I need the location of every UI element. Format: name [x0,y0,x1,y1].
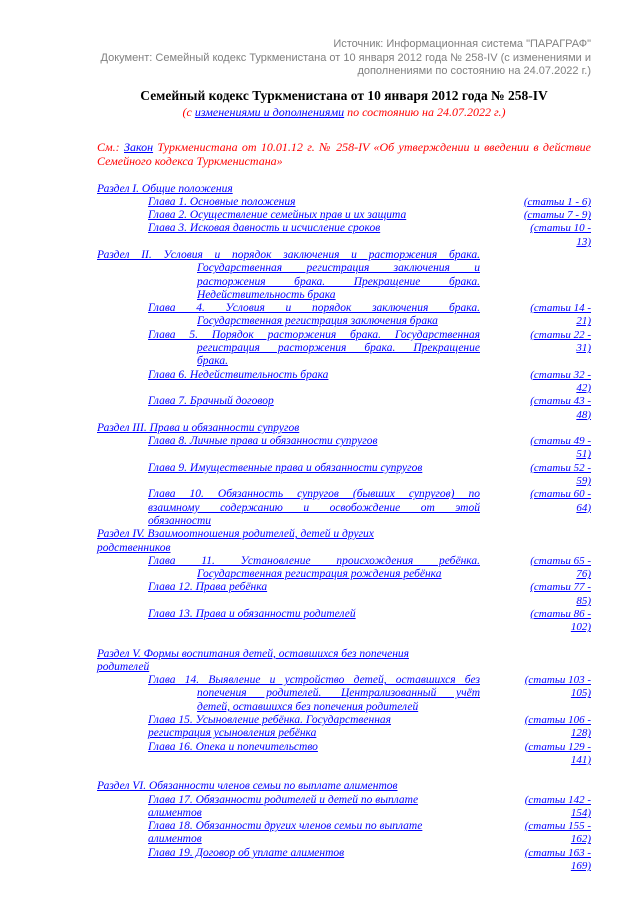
toc-articles-link[interactable]: (статьи 14 - 21) [530,302,591,328]
toc-entry-link[interactable]: попечения родителей. Централизованный учёт [197,687,480,700]
toc-entry-link[interactable]: Государственная регистрация рождения ребёнка [197,568,442,581]
toc-entry-line [148,807,480,820]
toc-entry-line [148,555,480,568]
toc-entry-title [97,555,480,582]
toc-entry-line [197,568,480,581]
toc-row-chapter [97,435,591,462]
toc-entry-link[interactable]: алиментов [148,833,202,846]
toc-articles-cell [517,435,591,462]
toc-entry-line [97,648,480,661]
toc-row-chapter [97,462,591,489]
toc-articles-cell [517,581,591,608]
toc-entry-line [148,608,480,621]
toc-entry-line [197,262,480,275]
toc-articles-cell [517,714,591,741]
toc-entry-link[interactable]: Глава 13. Права и обязанности родителей [148,608,356,620]
toc-entry-link[interactable]: Глава 3. Исковая давность и исчисление сроков [148,222,381,235]
toc-row-section [97,648,591,675]
toc-entry-title [97,794,480,821]
toc-row-chapter [97,714,591,741]
toc-articles-link[interactable]: (статьи 52 - 59) [530,461,591,488]
toc-entry-line [148,302,480,315]
toc-row-chapter [97,820,591,847]
toc-entry-title [97,581,480,594]
page-title: Семейный кодекс Туркменистана от 10 января 2012 года № 258-IV [140,87,548,103]
toc-entry-title [97,488,480,528]
toc-entry-title [97,422,480,435]
toc-entry-line [148,714,480,727]
toc-articles-cell [517,196,591,209]
toc-entry-link[interactable]: Глава 10. Обязанность супругов (бывших супругов) по [148,488,480,501]
toc-entry-link[interactable]: Глава 16. Опека и попечительство [148,740,318,753]
toc-entry-line [197,355,480,368]
toc-entry-line [97,422,480,435]
toc-entry-link[interactable]: Глава 19. Договор об уплате алиментов [148,846,345,859]
toc-articles-link[interactable]: (статьи 49 - 51) [530,435,591,461]
law-link[interactable]: Закон [124,139,154,154]
see-also-suffix: Туркменистана от 10.01.12 г. № 258-IV «Об утверждении и введении в действие Семейного кодекса Туркменистана» [97,139,591,168]
toc-row-chapter [97,329,591,369]
toc-entry-link[interactable]: Государственная регистрация заключения брака [197,315,438,328]
toc-entry-link[interactable]: Глава 11. Установление происхождения ребёнка. [148,554,480,567]
toc-entry-link[interactable]: детей, оставшихся без попечения родителей [197,700,419,713]
toc-articles-cell [517,395,591,422]
toc-row-chapter [97,555,591,582]
toc-entry-link[interactable]: расторжения брака. Прекращение брака. [197,275,480,288]
toc-articles-cell [517,674,591,701]
toc-articles-cell [517,608,591,635]
toc-entry-line [97,542,480,555]
toc-entry-line [197,315,480,328]
toc-row-section [97,528,591,555]
toc-articles-cell [517,369,591,396]
toc-entry-link[interactable]: Глава 9. Имущественные права и обязанности супругов [148,461,423,474]
toc-entry-title [97,369,480,382]
toc-entry-link[interactable]: Глава 14. Выявление и устройство детей, оставшихся без [148,674,480,687]
toc-entry-line [197,687,480,700]
toc-entry-link[interactable]: Раздел V. Формы воспитания детей, оставшихся без попечения [97,647,409,660]
toc-entry-title [97,714,480,741]
toc-articles-link[interactable]: (статьи 155 - 162) [524,820,591,846]
toc-entry-link[interactable]: взаимному содержанию и освобождение от этой [148,501,480,514]
toc-entry-title [97,780,480,793]
toc-articles-cell [517,302,591,329]
toc-entry-link[interactable]: Глава 2. Осуществление семейных прав и их защита [148,209,407,222]
toc-articles-cell [517,462,591,489]
toc-entry-line [148,196,480,209]
toc-row-chapter [97,369,591,396]
toc-entry-title [97,608,480,621]
toc-entry-line [148,369,480,382]
toc-entry-link[interactable]: Глава 5. Порядок расторжения брака. Государственная [148,328,480,341]
subtitle-prefix: (с [182,104,195,119]
toc-entry-line [148,847,480,860]
toc-articles-cell [517,488,591,515]
toc-articles-link[interactable]: (статьи 7 - 9) [523,209,591,222]
toc-articles-link[interactable]: (статьи 129 - 141) [524,740,591,766]
toc-entry-title [97,302,480,329]
toc-entry-title [97,395,480,408]
document-page [97,0,591,873]
toc-articles-link[interactable]: (статьи 103 - 105) [524,674,591,700]
toc-articles-cell [517,209,591,222]
toc-entry-title [97,435,480,448]
toc-row-chapter [97,209,591,222]
toc-row-chapter [97,196,591,209]
toc-articles-cell [517,741,591,768]
toc-entry-line [148,395,480,408]
toc-entry-link[interactable]: Глава 12. Права ребёнка [148,581,268,594]
toc-entry-link[interactable]: Глава 6. Недействительность брака [148,368,329,381]
toc-entry-title [97,462,480,475]
toc-entry-title [97,196,480,209]
toc-entry-line [148,581,480,594]
toc-entry-link[interactable]: родителей [97,660,150,673]
toc-entry-link[interactable]: регистрация усыновления ребёнка [148,727,317,740]
amendments-link[interactable]: изменениями и дополнениями [194,104,345,119]
table-of-contents [97,183,591,874]
toc-entry-line [148,209,480,222]
toc-row-chapter [97,847,591,874]
toc-entry-link[interactable]: Раздел I. Общие положения [97,182,233,195]
toc-entry-link[interactable]: Глава 8. Личные права и обязанности супругов [148,435,378,448]
toc-entry-link[interactable]: брака. [197,355,229,368]
toc-articles-cell [517,820,591,847]
toc-entry-title [97,820,480,847]
toc-articles-link[interactable]: (статьи 77 - 85) [530,581,591,607]
toc-entry-link[interactable]: Глава 7. Брачный договор [148,395,274,408]
document-header [97,38,591,79]
toc-row-section [97,780,591,793]
toc-articles-cell [517,222,591,249]
subtitle [97,105,591,119]
toc-articles-cell [517,794,591,821]
toc-articles-cell [517,329,591,356]
toc-row-chapter [97,302,591,329]
toc-entry-title [97,329,480,369]
toc-entry-line [97,661,480,674]
toc-entry-line [97,780,480,793]
toc-entry-link[interactable]: Глава 4. Условия и порядок заключения брака. [148,302,480,315]
toc-entry-link[interactable]: Раздел VI. Обязанности членов семьи по выплате алиментов [97,780,398,793]
toc-entry-link[interactable]: Раздел III. Права и обязанности супругов [97,421,300,434]
toc-entry-line [148,488,480,501]
toc-articles-link[interactable]: (статьи 43 - 48) [530,395,591,421]
toc-entry-line [148,674,480,687]
toc-row-chapter [97,395,591,422]
toc-entry-line [148,462,480,475]
toc-entry-title [97,183,480,196]
toc-articles-link[interactable]: (статьи 10 - 13) [530,222,591,248]
toc-row-chapter [97,608,591,635]
toc-entry-title [97,741,480,754]
toc-entry-line [148,741,480,754]
toc-entry-line [148,833,480,846]
toc-entry-link[interactable]: Раздел II. Условия и порядок заключения и расторжения брака. [97,248,480,261]
toc-entry-link[interactable]: регистрация расторжения брака. Прекращение [197,342,480,355]
toc-entry-title [97,674,480,714]
toc-row-chapter [97,794,591,821]
toc-entry-link[interactable]: обязанности [148,514,211,527]
toc-row-chapter [97,488,591,528]
toc-articles-cell [517,555,591,582]
toc-articles-link[interactable]: (статьи 163 - 169) [524,846,591,873]
toc-articles-link[interactable]: (статьи 142 - 154) [524,793,591,819]
toc-entry-line [197,701,480,714]
toc-entry-line [97,528,480,541]
toc-entry-title [97,648,480,675]
toc-entry-line [148,502,480,515]
toc-entry-link[interactable]: Глава 15. Усыновление ребёнка. Государственная [148,714,392,727]
toc-entry-title [97,249,480,302]
toc-entry-line [148,727,480,740]
toc-articles-link[interactable]: (статьи 86 - 102) [530,608,591,634]
toc-entry-link[interactable]: алиментов [148,806,202,819]
toc-entry-line [148,794,480,807]
toc-articles-cell [517,847,591,874]
toc-entry-line [148,435,480,448]
toc-entry-line [148,329,480,342]
toc-entry-line [148,820,480,833]
subtitle-suffix: по состоянию на 24.07.2022 г.) [344,104,506,119]
toc-entry-link[interactable]: Глава 17. Обязанности родителей и детей по выплате [148,793,419,806]
document-line: Документ: Семейный кодекс Туркменистана от 10 января 2012 года № 258-IV (с изменениями и дополнениями по состоянию на 24.07.2022 г.) [100,51,591,77]
toc-entry-link[interactable]: Недействительность брака [197,288,336,301]
toc-articles-link[interactable]: (статьи 60 - 64) [530,488,591,514]
toc-row-chapter [97,674,591,714]
toc-row-chapter [97,581,591,608]
toc-entry-link[interactable]: Раздел IV. Взаимоотношения родителей, детей и других [97,528,374,541]
toc-articles-link[interactable]: (статьи 32 - 42) [530,368,591,394]
toc-entry-title [97,209,480,222]
toc-entry-link[interactable]: Глава 1. Основные положения [148,195,296,208]
toc-entry-link[interactable]: Глава 18. Обязанности других членов семьи по выплате [148,820,423,833]
toc-row-chapter [97,222,591,249]
toc-row-chapter [97,741,591,768]
toc-row-section [97,422,591,435]
toc-articles-link[interactable]: (статьи 65 - 76) [530,554,591,581]
see-also-note [97,140,591,169]
toc-articles-link[interactable]: (статьи 1 - 6) [523,195,591,208]
toc-entry-title [97,528,480,555]
toc-entry-line [148,222,480,235]
toc-entry-line [197,276,480,289]
source-line: Источник: Информационная система "ПАРАГРАФ" [333,38,591,50]
toc-entry-title [97,222,480,235]
toc-entry-title [97,847,480,860]
toc-entry-link[interactable]: Государственная регистрация заключения и [197,262,480,275]
toc-entry-link[interactable]: родственников [97,541,171,554]
toc-entry-line [197,289,480,302]
toc-row-section [97,183,591,196]
toc-entry-line [197,342,480,355]
toc-entry-line [97,183,480,196]
toc-entry-line [97,249,480,262]
see-also-prefix: См.: [97,139,124,154]
toc-articles-link[interactable]: (статьи 106 - 128) [524,714,591,740]
toc-row-section [97,249,591,302]
toc-articles-link[interactable]: (статьи 22 - 31) [530,328,591,355]
toc-entry-line [148,515,480,528]
